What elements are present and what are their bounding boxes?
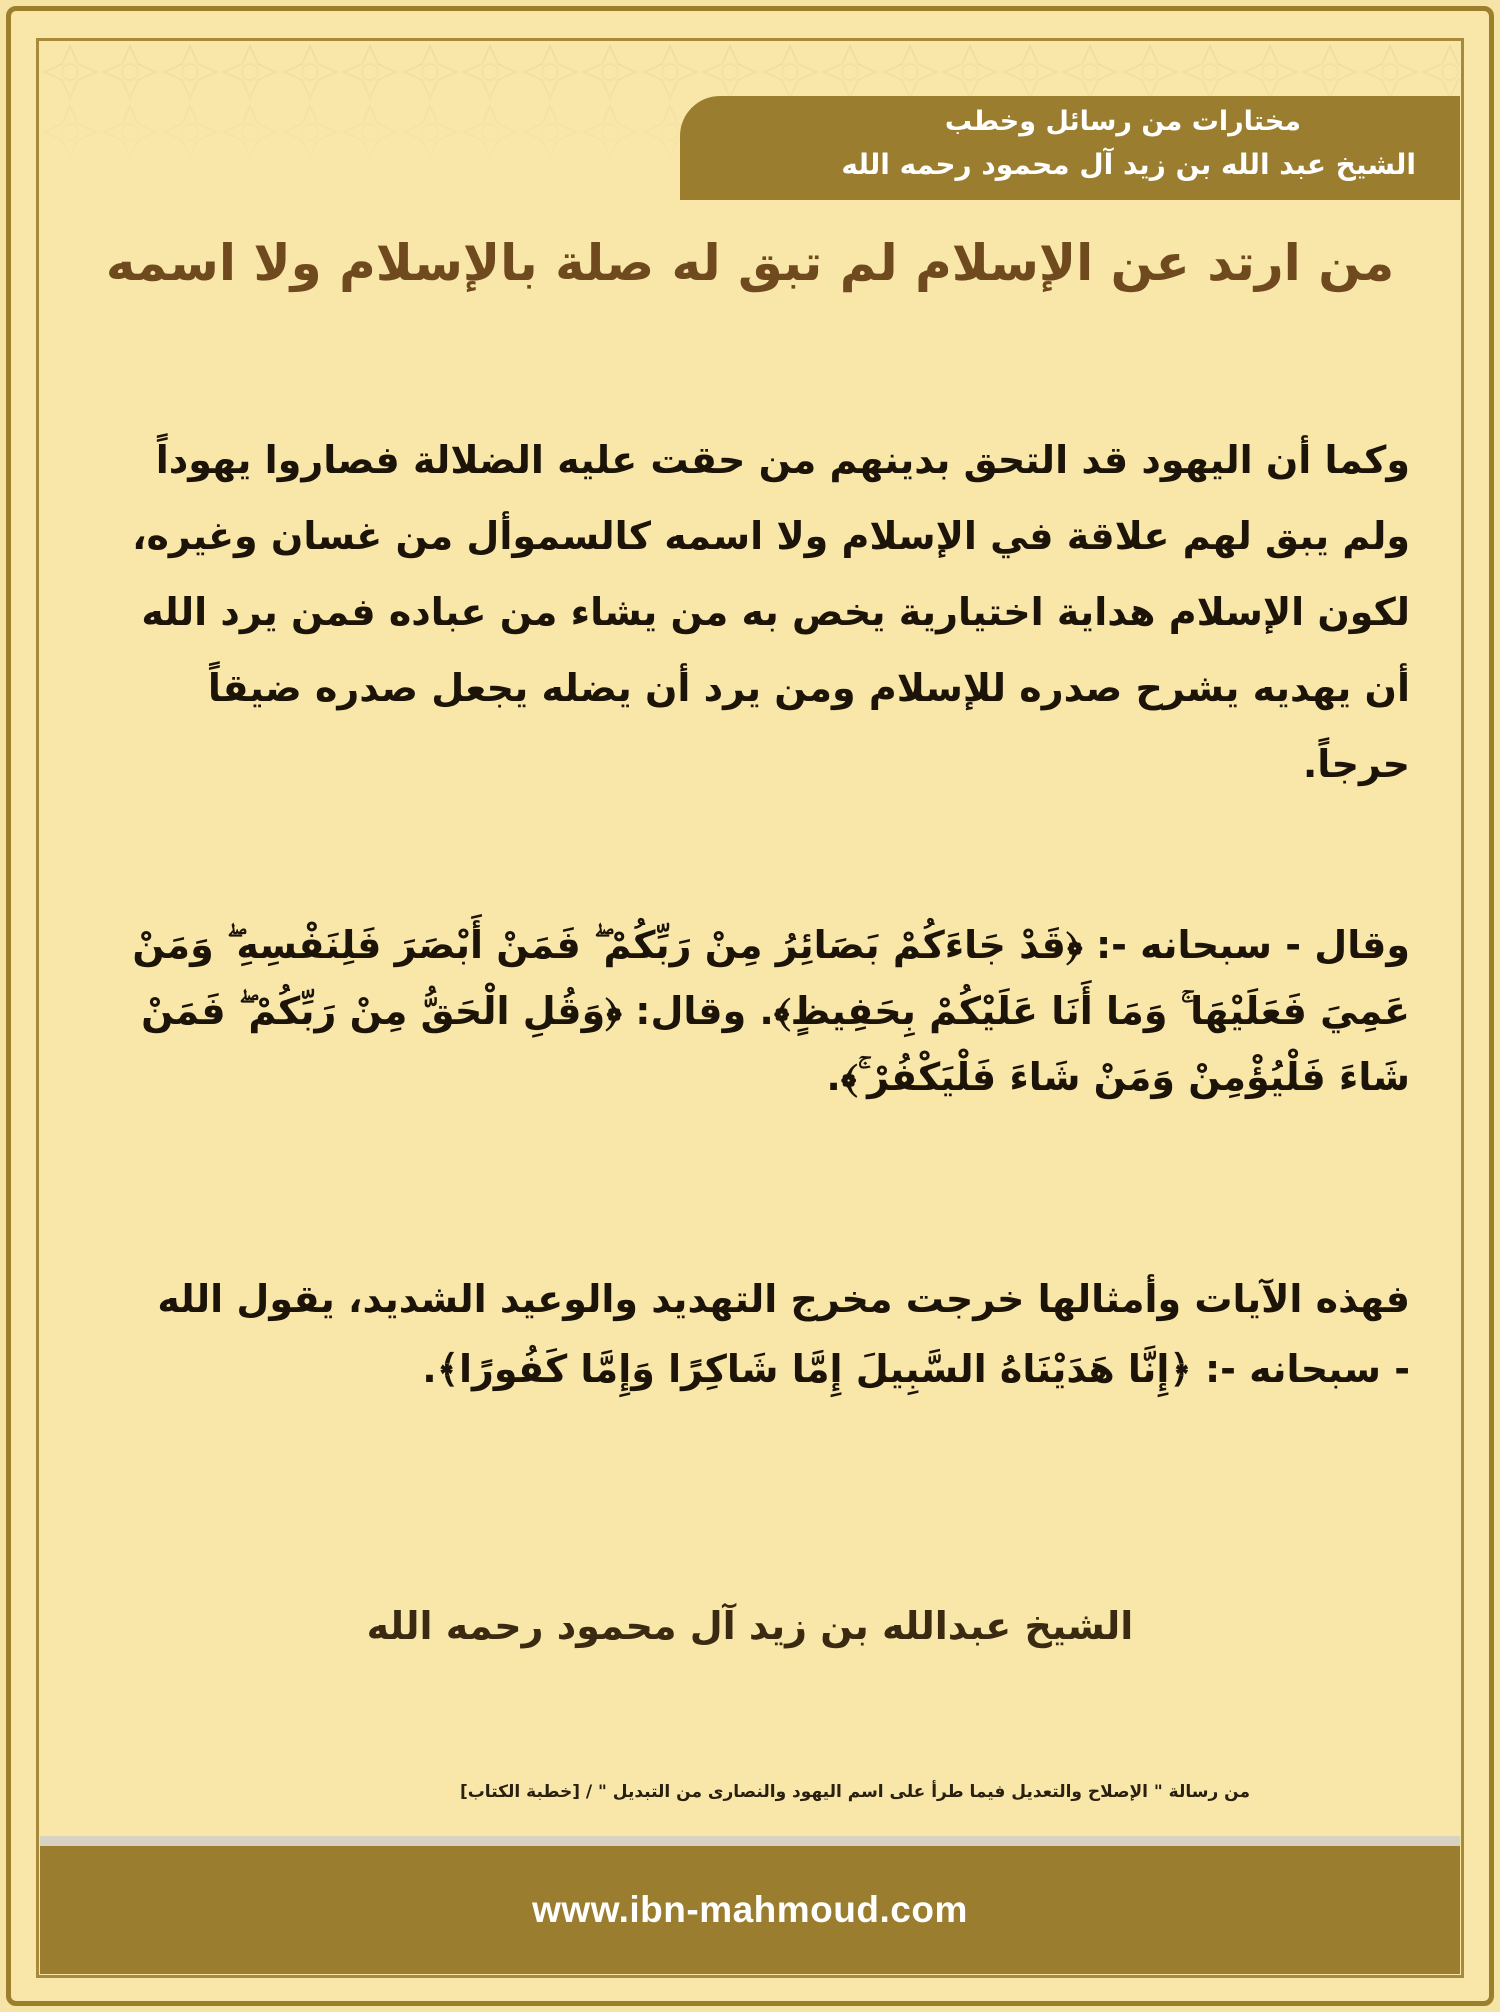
author-signature: الشيخ عبدالله بن زيد آل محمود رحمه الله: [366, 1604, 1134, 1648]
header-banner: [680, 96, 1460, 200]
paragraph-2: وقال - سبحانه -: ﴿قَدْ جَاءَكُمْ بَصَائِرُ مِنْ رَبِّكُمْ ۖ فَمَنْ أَبْصَرَ فَلِنَفْسِهِ ۖ وَمَنْ عَمِيَ فَعَلَيْهَا ۚ وَمَا أَنَا عَلَيْكُمْ بِحَفِيظٍ﴾. وقال: ﴿وَقُلِ الْحَقُّ مِنْ رَبِّكُمْ ۖ فَمَنْ شَاءَ فَلْيُؤْمِنْ وَمَنْ شَاءَ فَلْيَكْفُرْ ۚ﴾.: [132, 923, 1410, 1099]
series-author: الشيخ عبد الله بن زيد آل محمود رحمه الله: [841, 148, 1416, 181]
footer-band: [40, 1846, 1460, 1974]
article-title: من ارتد عن الإسلام لم تبق له صلة بالإسلام ولا اسمه: [105, 234, 1395, 292]
series-title: مختارات من رسائل وخطب: [944, 106, 1301, 137]
footer-divider: [40, 1836, 1460, 1846]
paragraph-1: وكما أن اليهود قد التحق بدينهم من حقت عليه الضلالة فصاروا يهوداً ولم يبق لهم علاقة في الإسلام ولا اسمه كالسموأل من غسان وغيره، لكون الإسلام هداية اختيارية يخص به من يشاء من عباده فمن يرد الله أن يهديه يشرح صدره للإسلام ومن يرد أن يضله يجعل صدره ضيقاً حرجاً.: [132, 438, 1410, 786]
source-citation: من رسالة " الإصلاح والتعديل فيما طرأ على اسم اليهود والنصارى من التبديل " / [خطبة الكتاب]: [459, 1782, 1250, 1802]
website-link[interactable]: www.ibn-mahmoud.com: [532, 1889, 968, 1930]
paragraph-3: فهذه الآيات وأمثالها خرجت مخرج التهديد والوعيد الشديد، يقول الله - سبحانه -: ﴿إِنَّا هَدَيْنَاهُ السَّبِيلَ إِمَّا شَاكِرًا وَإِمَّا كَفُورًا﴾.: [157, 1277, 1410, 1391]
